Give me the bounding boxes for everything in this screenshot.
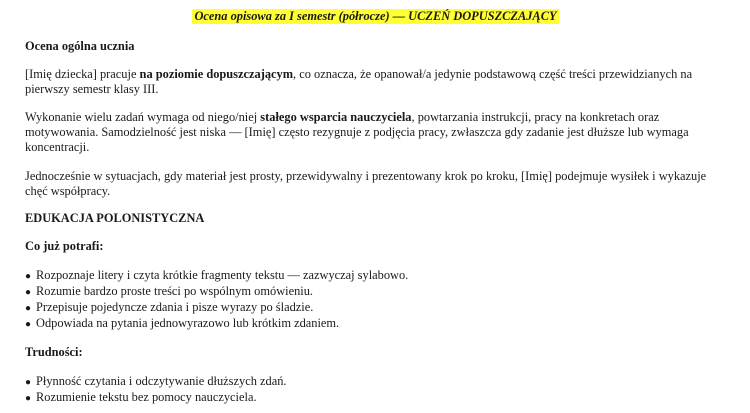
list-item [25, 390, 726, 406]
list-item [25, 374, 726, 390]
list-item-text: Płynność czytania i odczytywanie dłuższych zdań. [36, 374, 287, 388]
bullet-icon: ● [25, 377, 32, 388]
list-item-text: Rozpoznaje litery i czyta krótkie fragmenty tekstu — zazwyczaj sylabowo. [36, 268, 409, 282]
p2-text-end: , powtarzania instrukcji, pracy na konkretach oraz motywowania. Samodzielność jest niska — [Imię] często rezygnuje z podjęcia pracy, zwłaszcza gdy zadanie jest dłuższe lub wymaga koncentracji. [25, 110, 689, 154]
p1-text-start: [Imię dziecka] pracuje [25, 67, 140, 81]
general-assessment-heading: Ocena ogólna ucznia [25, 39, 135, 53]
document-title: Ocena opisowa za I semestr (półrocze) — UCZEŃ DOPUSZCZAJĄCY [194, 9, 557, 23]
list-item-text: Przepisuje pojedyncze zdania i pisze wyrazy po śladzie. [36, 300, 314, 314]
p2-bold-phrase: stałego wsparcia nauczyciela [260, 110, 412, 124]
list-item [25, 268, 726, 284]
list-item [25, 284, 726, 300]
bullet-icon: ● [25, 271, 32, 282]
difficulties-heading: Trudności: [25, 345, 83, 359]
general-paragraph-3: Jednocześnie w sytuacjach, gdy materiał jest prosty, przewidywalny i prezentowany krok po kroku, [Imię] podejmuje wysiłek i wykazuje chęć współpracy. [25, 169, 707, 198]
list-item-text: Rozumienie tekstu bez pomocy nauczyciela. [36, 390, 257, 404]
list-item-text: Odpowiada na pytania jednowyrazowo lub krótkim zdaniem. [36, 316, 340, 330]
difficulties-list [25, 374, 726, 406]
list-item-text: Rozumie bardzo proste treści po wspólnym omówieniu. [36, 284, 314, 298]
general-paragraph-1 [25, 67, 726, 97]
list-item [25, 316, 726, 332]
bullet-icon: ● [25, 303, 32, 314]
bullet-icon: ● [25, 319, 32, 330]
polish-education-heading: EDUKACJA POLONISTYCZNA [25, 211, 205, 225]
bullet-icon: ● [25, 393, 32, 404]
general-paragraph-2 [25, 110, 726, 155]
p1-text-end: , co oznacza, że opanował/a jedynie podstawową część treści przewidzianych na pierwszy semestr klasy III. [25, 67, 693, 96]
can-do-list [25, 268, 726, 332]
p2-text-start: Wykonanie wielu zadań wymaga od niego/niej [25, 110, 261, 124]
p1-bold-phrase: na poziomie dopuszczającym [139, 67, 294, 81]
title-row [25, 9, 726, 26]
can-do-heading: Co już potrafi: [25, 239, 104, 253]
bullet-icon: ● [25, 287, 32, 298]
list-item [25, 300, 726, 316]
